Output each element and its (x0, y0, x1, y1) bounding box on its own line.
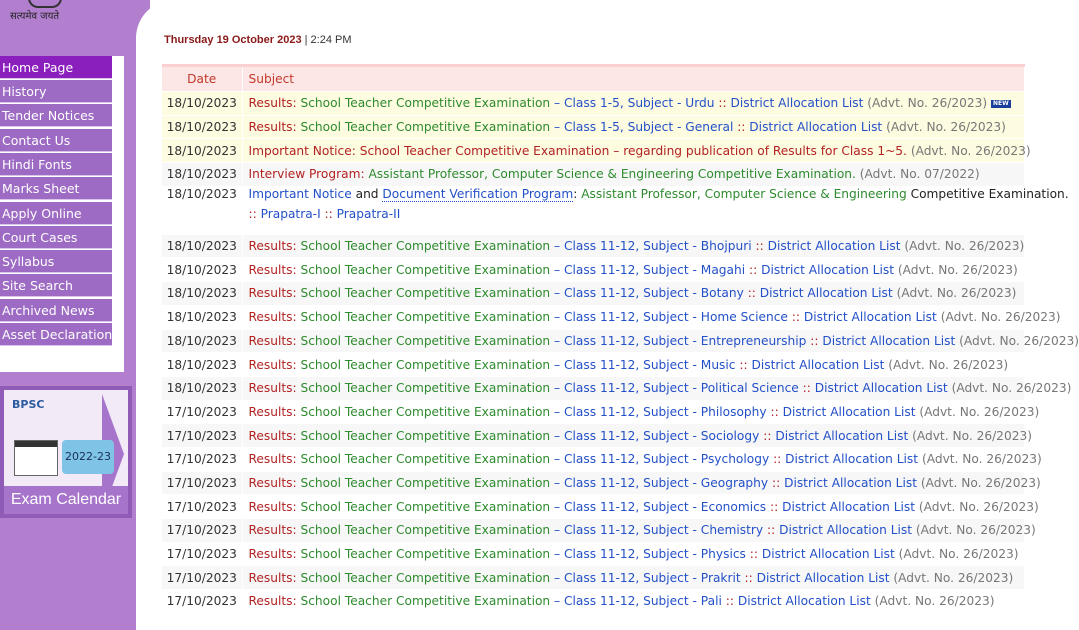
row-subject (242, 329, 1079, 353)
class-subject-link[interactable]: Class 11-12, Subject - Entrepreneurship (564, 333, 807, 348)
advt-number: (Advt. No. 26/2023) (867, 96, 988, 111)
separator: :: (771, 475, 781, 490)
dash: – (554, 523, 561, 538)
nav-site-search[interactable]: Site Search (0, 274, 112, 297)
table-row (162, 282, 1024, 306)
district-allocation-link[interactable]: District Allocation List (782, 404, 916, 419)
results-label: Results: (248, 499, 297, 514)
results-label: Results: (248, 357, 297, 372)
separator: :: (770, 499, 779, 514)
exam-link[interactable]: School Teacher Competitive Examination (300, 404, 551, 419)
post-name: Assistant Professor, Computer Science & Engineering (581, 186, 907, 201)
row-subject (242, 139, 1031, 163)
separator: :: (748, 262, 758, 277)
class-subject-link[interactable]: Class 11-12, Subject - Prakrit (564, 570, 741, 585)
table-row (162, 376, 1024, 400)
row-subject (242, 495, 1039, 519)
advt-number: (Advt. No. 26/2023) (951, 381, 1072, 396)
row-date: 17/10/2023 (162, 495, 242, 519)
prapatra-2-link[interactable]: Prapatra-II (336, 206, 401, 221)
dash: – (554, 499, 561, 514)
results-label: Results: (248, 404, 297, 419)
advt-number: (Advt. No. 26/2023) (874, 594, 995, 609)
table-row (162, 139, 1024, 163)
row-subject (242, 590, 1024, 614)
row-subject (242, 163, 1024, 187)
datetime-separator: | (304, 34, 308, 46)
row-date: 18/10/2023 (162, 163, 242, 187)
results-label: Results: (248, 475, 297, 490)
advt-number: (Advt. No. 26/2023) (897, 262, 1018, 277)
exam-link[interactable]: School Teacher Competitive Examination (300, 475, 551, 490)
district-allocation-link[interactable]: District Allocation List (822, 333, 956, 348)
class-subject-link[interactable]: Class 11-12, Subject - Political Science (564, 381, 799, 396)
advt-number: (Advt. No. 07/2022) (859, 167, 980, 182)
row-date: 17/10/2023 (162, 424, 242, 448)
class-subject-link[interactable]: Class 11-12, Subject - Music (564, 357, 736, 372)
table-row (162, 519, 1024, 543)
district-allocation-link[interactable]: District Allocation List (775, 428, 909, 443)
separator: :: (739, 357, 748, 372)
dash: – (554, 428, 561, 443)
table-row (162, 424, 1024, 448)
advt-number: (Advt. No. 26/2023) (893, 570, 1014, 585)
exam-link[interactable]: School Teacher Competitive Examination (300, 428, 551, 443)
district-allocation-link[interactable]: District Allocation List (737, 594, 871, 609)
advt-number: (Advt. No. 26/2023) (920, 475, 1041, 490)
district-allocation-link[interactable]: District Allocation List (761, 547, 895, 562)
row-subject (242, 424, 1032, 448)
row-subject (242, 471, 1041, 495)
banner-title: Exam Calendar (4, 486, 128, 514)
row-date: 17/10/2023 (162, 519, 242, 543)
emblem-logo[interactable] (10, 0, 80, 26)
dash: – (554, 547, 561, 562)
advt-number: (Advt. No. 26/2023) (915, 523, 1036, 538)
dash: – (554, 594, 561, 609)
advt-number: (Advt. No. 26/2023) (910, 143, 1031, 158)
class-subject-link[interactable]: Class 11-12, Subject - Philosophy (564, 404, 767, 419)
row-date: 18/10/2023 (162, 376, 242, 400)
results-label: Results: (248, 452, 297, 467)
results-label: Results: (248, 428, 297, 443)
table-row (162, 92, 1024, 116)
dash: – (554, 310, 561, 325)
dash: – (554, 262, 561, 277)
results-label: Results: (248, 570, 297, 585)
separator: :: (810, 333, 819, 348)
new-icon: NEW (992, 99, 1009, 107)
row-date: 18/10/2023 (162, 234, 242, 258)
district-allocation-link[interactable]: District Allocation List (756, 570, 890, 585)
row-date: 17/10/2023 (162, 590, 242, 614)
district-allocation-link[interactable]: District Allocation List (759, 286, 893, 301)
row-date: 18/10/2023 (162, 329, 242, 353)
separator: :: (324, 206, 333, 221)
banner-year: 2022-23 (62, 440, 114, 474)
dash: – (554, 357, 561, 372)
current-time: 2:24 PM (310, 34, 352, 46)
dash: – (554, 381, 561, 396)
class-subject-link[interactable]: Class 11-12, Subject - Pali (564, 594, 722, 609)
exam-link[interactable]: School Teacher Competitive Examination (300, 96, 551, 111)
exam-link[interactable]: School Teacher Competitive Examination (300, 239, 551, 254)
row-date: 18/10/2023 (162, 115, 242, 139)
important-notice-label: Important Notice: (248, 143, 356, 158)
separator: :: (763, 428, 772, 443)
nav-court-cases[interactable]: Court Cases (0, 226, 112, 249)
row-subject (242, 447, 1042, 471)
table-row (162, 163, 1024, 187)
table-row (162, 471, 1024, 495)
table-row (162, 234, 1024, 258)
district-allocation-link[interactable]: District Allocation List (803, 310, 937, 325)
class-subject-link[interactable]: Class 11-12, Subject - Economics (564, 499, 767, 514)
row-date: 17/10/2023 (162, 566, 242, 590)
results-label: Results: (248, 120, 297, 135)
row-subject (242, 258, 1024, 282)
row-subject (242, 376, 1072, 400)
results-label: Results: (248, 310, 297, 325)
row-date: 18/10/2023 (162, 139, 242, 163)
advt-number: (Advt. No. 26/2023) (921, 452, 1042, 467)
table-row (162, 329, 1024, 353)
competitive-exam-text: Competitive Examination. (910, 186, 1069, 201)
interview-link[interactable]: Assistant Professor, Computer Science & Engineering Competitive Examination. (368, 167, 856, 182)
advt-number: (Advt. No. 26/2023) (919, 404, 1040, 419)
separator: :: (767, 523, 776, 538)
nav-apply-online[interactable]: Apply Online (0, 202, 112, 225)
prapatra-1-link[interactable]: Prapatra-I (260, 206, 321, 221)
ashoka-emblem-icon (28, 0, 62, 8)
table-row (162, 447, 1024, 471)
row-subject (242, 305, 1061, 329)
nav-hindi-fonts[interactable]: Hindi Fonts (0, 153, 112, 176)
row-date: 17/10/2023 (162, 447, 242, 471)
advt-number: (Advt. No. 26/2023) (918, 499, 1039, 514)
exam-link[interactable]: School Teacher Competitive Examination (300, 547, 551, 562)
table-row (162, 353, 1024, 377)
class-subject-link[interactable]: Class 1-5, Subject - Urdu (564, 96, 715, 111)
row-subject (242, 566, 1024, 590)
separator: :: (248, 206, 257, 221)
results-label: Results: (248, 96, 297, 111)
table-row (162, 258, 1024, 282)
district-allocation-link[interactable]: District Allocation List (761, 262, 894, 277)
row-date: 17/10/2023 (162, 400, 242, 424)
separator: :: (744, 570, 753, 585)
nav-marks-sheet[interactable]: Marks Sheet (0, 177, 112, 200)
nav-archived-news[interactable]: Archived News (0, 299, 112, 322)
class-subject-link[interactable]: Class 11-12, Subject - Chemistry (564, 523, 764, 538)
table-row (162, 542, 1024, 566)
exam-link[interactable]: School Teacher Competitive Examination (300, 333, 551, 348)
row-date: 18/10/2023 (162, 258, 242, 282)
interview-program-label: Interview Program: (248, 167, 365, 182)
table-row (162, 590, 1024, 614)
row-subject (242, 353, 1024, 377)
exam-link[interactable]: School Teacher Competitive Examination (300, 570, 551, 585)
dash: – (554, 475, 561, 490)
district-allocation-link[interactable]: District Allocation List (730, 96, 864, 111)
current-date: Thursday 19 October 2023 (164, 34, 302, 46)
row-subject (242, 186, 1069, 234)
notice-table (162, 64, 1079, 614)
row-subject (242, 234, 1024, 258)
class-subject-link[interactable]: Class 11-12, Subject - Psychology (564, 452, 770, 467)
results-label: Results: (248, 333, 297, 348)
column-header-subject: Subject (242, 66, 1024, 92)
dash: – (554, 96, 561, 111)
row-date: 17/10/2023 (162, 471, 242, 495)
colon: : (573, 186, 578, 201)
row-subject (242, 115, 1024, 139)
calendar-icon (14, 440, 58, 476)
row-subject (242, 400, 1040, 424)
results-label: Results: (248, 286, 297, 301)
district-allocation-link[interactable]: District Allocation List (749, 120, 883, 135)
banner-brand: BPSC (12, 398, 45, 411)
nav-history[interactable]: History (0, 80, 112, 103)
dash: – (554, 404, 561, 419)
row-subject (242, 519, 1036, 543)
separator: :: (755, 239, 764, 254)
district-allocation-link[interactable]: District Allocation List (785, 452, 919, 467)
exam-link[interactable]: School Teacher Competitive Examination (300, 381, 551, 396)
results-label: Results: (248, 547, 297, 562)
advt-number: (Advt. No. 26/2023) (912, 428, 1032, 443)
important-notice-link[interactable]: Important Notice (248, 186, 352, 201)
current-datetime (164, 34, 352, 46)
dash: – (554, 333, 561, 348)
exam-link[interactable]: School Teacher Competitive Examination (300, 452, 551, 467)
class-subject-link[interactable]: Class 11-12, Subject - Sociology (564, 428, 760, 443)
results-label: Results: (248, 239, 297, 254)
advt-number: (Advt. No. 26/2023) (940, 310, 1061, 325)
table-row (162, 186, 1024, 234)
row-date: 18/10/2023 (162, 92, 242, 116)
separator: :: (802, 381, 811, 396)
district-allocation-link[interactable]: District Allocation List (751, 357, 885, 372)
exam-link[interactable]: School Teacher Competitive Examination (300, 310, 551, 325)
results-label: Results: (248, 523, 297, 538)
advt-number: (Advt. No. 26/2023) (888, 357, 1009, 372)
separator: :: (718, 96, 727, 111)
table-header-row (162, 66, 1024, 92)
nav-syllabus[interactable]: Syllabus (0, 250, 112, 273)
notice-link[interactable]: School Teacher Competitive Examination – regarding publication of Results for Class 1~5. (359, 143, 907, 158)
district-allocation-link[interactable]: District Allocation List (779, 523, 913, 538)
advt-number: (Advt. No. 26/2023) (896, 286, 1017, 301)
table-row (162, 566, 1024, 590)
row-subject (242, 542, 1024, 566)
class-subject-link[interactable]: Class 11-12, Subject - Magahi (564, 262, 746, 277)
table-row (162, 495, 1024, 519)
separator: :: (791, 310, 801, 325)
class-subject-link[interactable]: Class 11-12, Subject - Home Science (564, 310, 788, 325)
separator: :: (737, 120, 746, 135)
row-date: 17/10/2023 (162, 542, 242, 566)
district-allocation-link[interactable]: District Allocation List (782, 499, 916, 514)
advt-number: (Advt. No. 26/2023) (904, 239, 1025, 254)
row-subject (242, 282, 1024, 306)
class-subject-link[interactable]: Class 11-12, Subject - Botany (564, 286, 744, 301)
exam-link[interactable]: School Teacher Competitive Examination (300, 594, 551, 609)
table-row (162, 305, 1024, 329)
advt-number: (Advt. No. 26/2023) (898, 547, 1019, 562)
prapatra-links (249, 207, 1024, 221)
sidebar-nav (0, 56, 124, 372)
advt-number: (Advt. No. 26/2023) (886, 120, 1006, 135)
motto-text: सत्यमेव जयते (10, 11, 60, 22)
row-date: 18/10/2023 (162, 305, 242, 329)
dash: – (554, 452, 561, 467)
separator: :: (773, 452, 782, 467)
row-date: 18/10/2023 (162, 353, 242, 377)
row-date: 18/10/2023 (162, 282, 242, 306)
nav-home-page[interactable]: Home Page (0, 56, 112, 79)
document-verification-link[interactable]: Document Verification Program (382, 186, 574, 201)
row-date: 18/10/2023 (162, 186, 242, 234)
exam-link[interactable]: School Teacher Competitive Examination (300, 523, 551, 538)
dash: – (554, 286, 561, 301)
row-subject (242, 92, 1024, 116)
class-subject-link[interactable]: Class 11-12, Subject - Bhojpuri (564, 239, 752, 254)
class-subject-link[interactable]: Class 11-12, Subject - Physics (564, 547, 746, 562)
district-allocation-link[interactable]: District Allocation List (767, 239, 901, 254)
exam-link[interactable]: School Teacher Competitive Examination (300, 120, 551, 135)
table-row (162, 400, 1024, 424)
exam-link[interactable]: School Teacher Competitive Examination (300, 262, 551, 277)
results-label: Results: (248, 594, 297, 609)
and-text: and (355, 186, 379, 201)
district-allocation-link[interactable]: District Allocation List (814, 381, 948, 396)
column-header-date: Date (162, 66, 242, 92)
dash: – (554, 570, 561, 585)
district-allocation-link[interactable]: District Allocation List (784, 475, 917, 490)
exam-link[interactable]: School Teacher Competitive Examination (300, 286, 551, 301)
nav-tender-notices[interactable]: Tender Notices (0, 104, 112, 127)
class-subject-link[interactable]: Class 11-12, Subject - Geography (564, 475, 769, 490)
separator: :: (725, 594, 734, 609)
table-row (162, 115, 1024, 139)
exam-link[interactable]: School Teacher Competitive Examination (300, 357, 551, 372)
class-subject-link[interactable]: Class 1-5, Subject - General (564, 120, 734, 135)
nav-asset-declaration[interactable]: Asset Declaration (0, 323, 112, 346)
separator: :: (749, 547, 758, 562)
results-label: Results: (248, 381, 297, 396)
dash: – (554, 239, 561, 254)
advt-number: (Advt. No. 26/2023) (959, 333, 1079, 348)
results-label: Results: (248, 262, 297, 277)
dash: – (554, 120, 561, 135)
separator: :: (747, 286, 756, 301)
exam-link[interactable]: School Teacher Competitive Examination (300, 499, 551, 514)
nav-contact-us[interactable]: Contact Us (0, 129, 112, 152)
separator: :: (770, 404, 779, 419)
